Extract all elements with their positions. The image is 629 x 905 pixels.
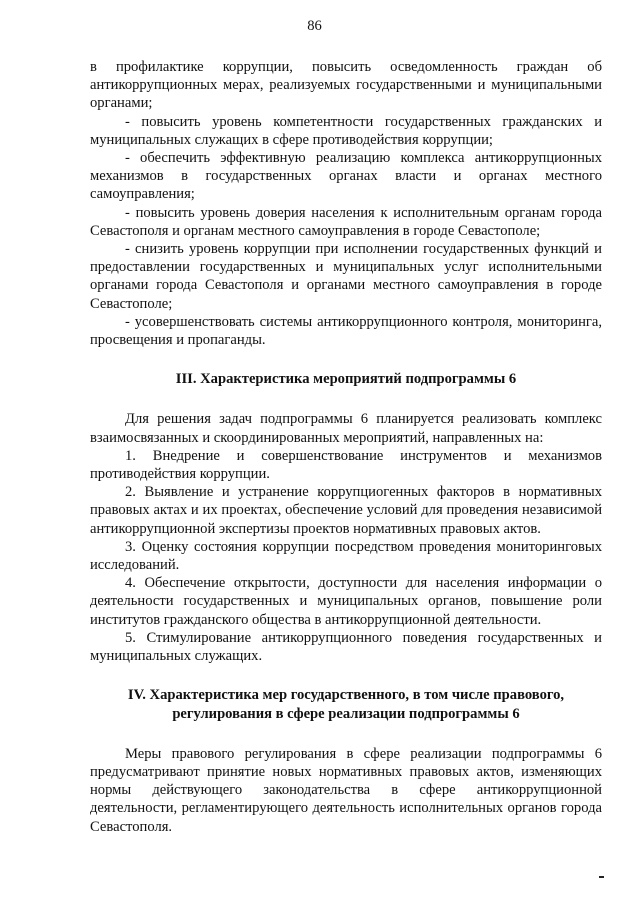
- section-heading-iii: III. Характеристика мероприятий подпрограммы 6: [175, 371, 517, 388]
- paragraph: - обеспечить эффективную реализацию комплекса антикоррупционных механизмов в государственных органах власти и органах местного самоуправления;: [90, 150, 602, 203]
- paragraph: Для решения задач подпрограммы 6 планируется реализовать комплекс взаимосвязанных и скоординированных мероприятий, направленных на:: [90, 411, 602, 446]
- paragraph: - повысить уровень компетентности государственных гражданских и муниципальных служащих в сфере противодействия коррупции;: [90, 113, 602, 148]
- paragraph: Меры правового регулирования в сфере реализации подпрограммы 6 предусматривают принятие новых нормативных правовых актов, изменяющих нормы действующего законодательства в сфере антикоррупционной деятельности, регламентирующего деятельность исполнительных органов города Севастополя.: [90, 745, 602, 835]
- page-number: 86: [307, 18, 322, 34]
- paragraph: 1. Внедрение и совершенствование инструментов и механизмов противодействия коррупции.: [90, 447, 602, 483]
- scan-mark: [599, 876, 604, 878]
- section-heading-iv-line1: IV. Характеристика мер государственного, в том числе правового,: [127, 687, 565, 704]
- paragraph: - снизить уровень коррупции при исполнении государственных функций и предоставлении государственных и муниципальных услуг исполнительными органами города Севастополя и органами местного самоуправления в городе Севастополе;: [90, 241, 602, 312]
- paragraph: 5. Стимулирование антикоррупционного поведения государственных и муниципальных служащих.: [90, 629, 602, 665]
- paragraph: 4. Обеспечение открытости, доступности для населения информации о деятельности государственных и муниципальных органов, повышение роли институтов гражданского общества в антикоррупционной деятельности.: [90, 575, 602, 628]
- section-heading-iv-line2: регулирования в сфере реализации подпрограммы 6: [172, 705, 520, 722]
- document-body: [90, 58, 602, 836]
- paragraph: - усовершенствовать системы антикоррупционного контроля, мониторинга, просвещения и пропаганды.: [90, 313, 602, 349]
- section-heading-iv: [90, 686, 602, 722]
- paragraph: - повысить уровень доверия населения к исполнительным органам города Севастополя и органам местного самоуправления в городе Севастополе;: [90, 204, 602, 239]
- paragraph: в профилактике коррупции, повысить осведомленность граждан об антикоррупционных мерах, реализуемых государственными и муниципальными органами;: [90, 59, 602, 112]
- paragraph: 3. Оценку состояния коррупции посредством проведения мониторинговых исследований.: [90, 538, 602, 574]
- paragraph: 2. Выявление и устранение коррупциогенных факторов в нормативных правовых актах и их проектах, обеспечение условий для проведения независимой антикоррупционной экспертизы проектов нормативных правовых актов.: [90, 484, 602, 537]
